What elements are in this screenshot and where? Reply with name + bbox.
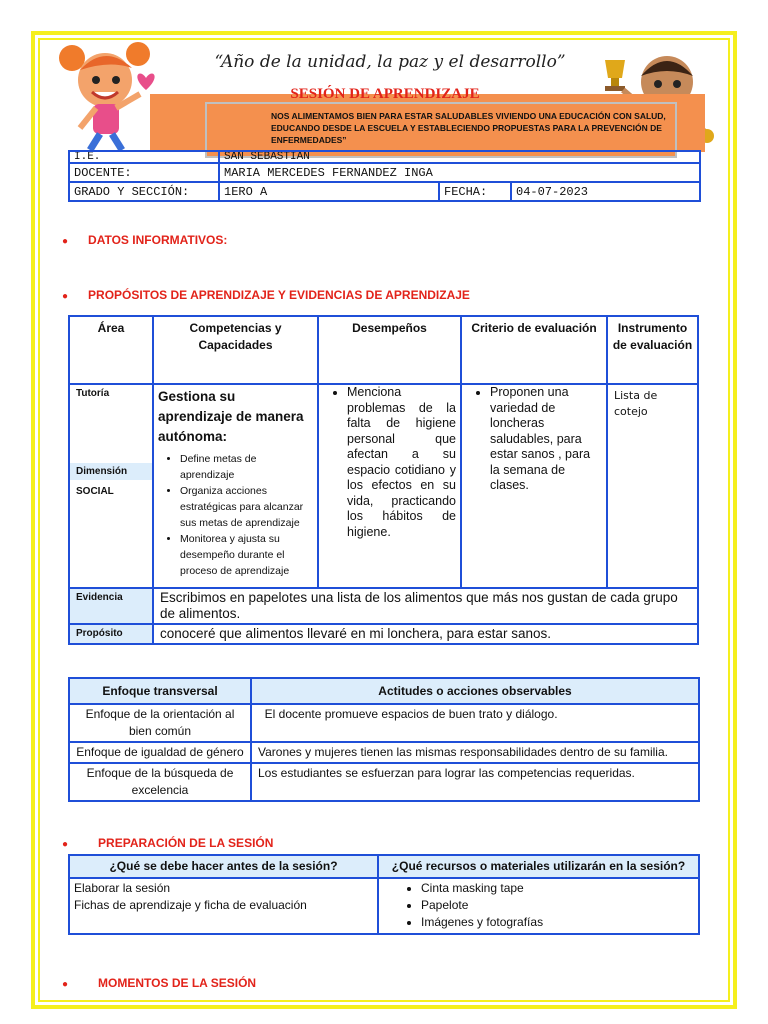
capacidad-item: • Define metas de aprendizaje [180, 451, 313, 483]
tutoria-label: Tutoría [70, 385, 152, 463]
evidencia-label: Evidencia [69, 588, 153, 624]
bullet-icon: ● [62, 979, 69, 990]
recursos-header: ¿Qué recursos o materiales utilizarán en la sesión? [378, 855, 699, 878]
bullet-icon: ● [62, 236, 69, 247]
bullet-icon: ● [62, 291, 69, 302]
enfoque-cell: Enfoque de la búsqueda de excelencia [69, 763, 251, 801]
section-datos [62, 233, 227, 247]
preparation-table [68, 854, 700, 935]
session-title-banner: NOS ALIMENTAMOS BIEN PARA ESTAR SALUDABLES VIVIENDO UNA EDUCACIÓN CON SALUD, EDUCANDO DESDE LA ESCUELA Y ESTABLECIENDO PROPUESTAS PARA LA PREVENCIÓN DE ENFERMEDADES” [205, 102, 677, 158]
fecha-value: 04-07-2023 [511, 182, 700, 201]
section-preparacion [62, 836, 273, 850]
ie-value: SAN SEBASTIAN [219, 151, 700, 163]
antes-cell [69, 878, 378, 934]
section-datos-label: DATOS INFORMATIVOS: [88, 233, 228, 247]
header-area: Área [69, 316, 153, 384]
page-title: SESIÓN DE APRENDIZAJE [290, 86, 480, 102]
enfoque-table [68, 677, 700, 802]
docente-value: MARIA MERCEDES FERNANDEZ INGA [219, 163, 700, 182]
ie-label: I.E. [69, 151, 219, 163]
header-desempenos: Desempeños [318, 316, 461, 384]
recursos-cell [378, 878, 699, 934]
header-competencias: Competencias y Capacidades [153, 316, 318, 384]
section-preparacion-label: PREPARACIÓN DE LA SESIÓN [98, 836, 274, 850]
desempenos-cell [318, 384, 461, 588]
competencias-cell [153, 384, 318, 588]
actitud-cell: Varones y mujeres tienen las mismas responsabilidades dentro de su familia. [251, 742, 699, 763]
recurso-item: • Papelote [421, 897, 694, 914]
antes-item: Elaborar la sesión [74, 881, 171, 895]
social-label: SOCIAL [76, 486, 114, 497]
purposes-table [68, 315, 699, 645]
capacidad-item: • Monitorea y ajusta su desempeño durante el proceso de aprendizaje [180, 531, 313, 579]
evidencia-text: Escribimos en papelotes una lista de los alimentos que más nos gustan de cada grupo de alimentos. [153, 588, 698, 624]
actitud-cell: Los estudiantes se esfuerzan para lograr las competencias requeridas. [251, 763, 699, 801]
enfoque-cell: Enfoque de igualdad de género [69, 742, 251, 763]
enfoque-header: Enfoque transversal [69, 678, 251, 704]
competencia-title: Gestiona su aprendizaje de manera autónoma: [158, 389, 304, 444]
docente-label: DOCENTE: [69, 163, 219, 182]
bullet-icon: ● [62, 839, 69, 850]
fecha-label: FECHA: [439, 182, 511, 201]
section-propositos [62, 288, 470, 302]
antes-item: Fichas de aprendizaje y ficha de evaluación [74, 898, 307, 912]
instrumento-cell: Lista de cotejo [607, 384, 698, 588]
section-momentos-label: MOMENTOS DE LA SESIÓN [98, 976, 257, 990]
actitudes-header: Actitudes o acciones observables [251, 678, 699, 704]
proposito-label: Propósito [69, 624, 153, 644]
capacidad-item: • Organiza acciones estratégicas para alcanzar sus metas de aprendizaje [180, 483, 313, 531]
section-propositos-label: PROPÓSITOS DE APRENDIZAJE Y EVIDENCIAS DE APRENDIZAJE [88, 288, 470, 302]
recurso-item: • Cinta masking tape [421, 880, 694, 897]
info-table [68, 150, 701, 202]
desempeno-item: • Menciona problemas de la falta de higiene personal que afectan a su espacio cotidiano y los efectos en su vida, practicando los hábitos de higiene. [347, 385, 456, 540]
year-motto: “Año de la unidad, la paz y el desarrollo” [214, 52, 566, 72]
section-momentos [62, 976, 256, 990]
criterio-cell [461, 384, 607, 588]
header-criterio: Criterio de evaluación [461, 316, 607, 384]
proposito-text: conoceré que alimentos llevaré en mi lonchera, para estar sanos. [153, 624, 698, 644]
criterio-item: • Proponen una variedad de loncheras saludables, para estar sanos , para la semana de clases. [490, 385, 602, 494]
actitud-cell: El docente promueve espacios de buen trato y diálogo. [251, 704, 699, 742]
grado-value: 1ERO A [219, 182, 439, 201]
recurso-item: • Imágenes y fotografías [421, 914, 694, 931]
capacidades-list [158, 451, 313, 579]
antes-header: ¿Qué se debe hacer antes de la sesión? [69, 855, 378, 878]
grado-label: GRADO Y SECCIÓN: [69, 182, 219, 201]
area-cell [69, 384, 153, 588]
enfoque-cell: Enfoque de la orientación al bien común [69, 704, 251, 742]
header-instrumento: Instrumento de evaluación [607, 316, 698, 384]
dimension-label: Dimensión [70, 463, 152, 480]
